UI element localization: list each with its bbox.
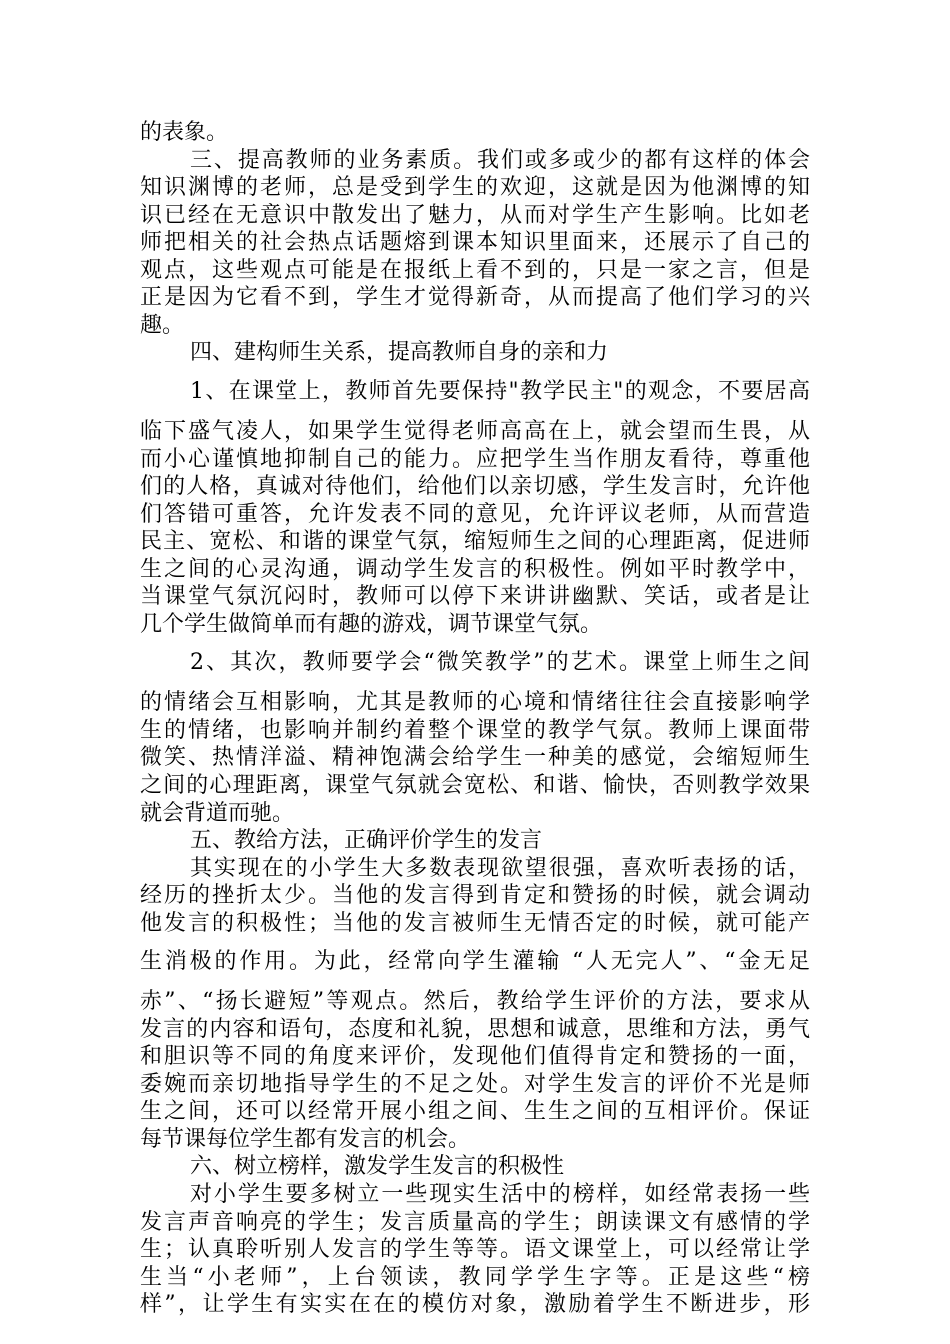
text-line: 生；认真聆听别人发言的学生等等。语文课堂上，可以经常让学 (140, 1237, 810, 1262)
section-heading-4: 四、建构师生关系，提高教师自身的亲和力 (190, 340, 609, 366)
text-line: 之间的心理距离，课堂气氛就会宽松、和谐、愉快，否则教学效果 (140, 772, 810, 798)
text-line: 赤”、“扬长避短”等观点。然后，教给学生评价的方法，要求从 (140, 989, 810, 1015)
subsection-1: 1、在课堂上，教师首先要保持"教学民主"的观念，不要居高 (190, 378, 810, 404)
text-line: 当课堂气氛沉闷时，教师可以停下来讲讲幽默、笑话，或者是让 (140, 584, 810, 609)
text-line: 趣。 (140, 312, 185, 338)
text-line: 就会背道而驰。 (140, 800, 295, 826)
subsection-2: 2、其次，教师要学会“微笑教学”的艺术。课堂上师生之间 (190, 650, 810, 676)
text-line: 知识渊博的老师，总是受到学生的欢迎，这就是因为他渊博的知 (140, 175, 810, 200)
text-line: 经历的挫折太少。当他的发言得到肯定和赞扬的时候，就会调动 (140, 883, 810, 908)
text-line: 的情绪会互相影响，尤其是教师的心境和情绪往往会直接影响学 (140, 690, 810, 716)
text-line: 们答错可重答，允许发表不同的意见，允许评议老师，从而营造 (140, 501, 810, 527)
text-line: 和胆识等不同的角度来评价，发现他们值得肯定和赞扬的一面， (140, 1044, 810, 1070)
section-heading-3: 三、提高教师的业务素质。我们或多或少的都有这样的体会 (190, 147, 810, 173)
text-line: 生之间，还可以经常开展小组之间、生生之间的互相评价。保证 (140, 1099, 810, 1125)
text-line: 生的情绪，也影响并制约着整个课堂的教学气氛。教师上课面带 (140, 717, 810, 743)
text-line: 样”，让学生有实实在在的模仿对象，激励着学生不断进步，形 (140, 1292, 810, 1317)
text-line: 生当“小老师”，上台领读，教同学学生字等。正是这些“榜 (140, 1264, 810, 1290)
text-line: 他发言的积极性；当他的发言被师生无情否定的时候，就可能产 (140, 910, 810, 936)
text-line: 发言声音响亮的学生；发言质量高的学生；朗读课文有感情的学 (140, 1209, 810, 1235)
text-line: 几个学生做简单而有趣的游戏，调节课堂气氛。 (140, 611, 603, 637)
section-heading-5: 五、教给方法，正确评价学生的发言 (190, 828, 543, 853)
text-line: 师把相关的社会热点话题熔到课本知识里面来，还展示了自己的 (140, 230, 810, 255)
text-line: 委婉而亲切地指导学生的不足之处。对学生发言的评价不光是师 (140, 1071, 810, 1097)
text-line: 临下盛气凌人，如果学生觉得老师高高在上，就会望而生畏，从 (140, 419, 810, 444)
text-line: 每节课每位学生都有发言的机会。 (140, 1126, 471, 1152)
text-line: 而小心谨慎地抑制自己的能力。应把学生当作朋友看待，尊重他 (140, 446, 810, 472)
text-line: 其实现在的小学生大多数表现欲望很强，喜欢听表扬的话， (190, 855, 810, 881)
text-line: 观点，这些观点可能是在报纸上看不到的，只是一家之言，但是 (140, 257, 810, 283)
section-heading-6: 六、树立榜样，激发学生发言的积极性 (190, 1154, 565, 1180)
text-line: 们的人格，真诚对待他们，给他们以亲切感，学生发言时，允许他 (140, 474, 810, 499)
text-line: 的表象。 (140, 120, 229, 145)
text-line: 生之间的心灵沟通，调动学生发言的积极性。例如平时教学中， (140, 556, 810, 582)
text-line: 生消极的作用。为此，经常向学生灌输 “人无完人”、“金无足 (140, 949, 810, 974)
text-line: 识已经在无意识中散发出了魅力，从而对学生产生影响。比如老 (140, 202, 810, 228)
text-line: 民主、宽松、和谐的课堂气氛，缩短师生之间的心理距离，促进师 (140, 529, 810, 554)
text-line: 发言的内容和语句，态度和礼貌，思想和诚意，思维和方法，勇气 (140, 1016, 810, 1042)
text-line: 对小学生要多树立一些现实生活中的榜样，如经常表扬一些 (190, 1182, 810, 1207)
text-line: 正是因为它看不到，学生才觉得新奇，从而提高了他们学习的兴 (140, 285, 810, 311)
text-line: 微笑、热情洋溢、精神饱满会给学生一种美的感觉，会缩短师生 (140, 745, 810, 771)
